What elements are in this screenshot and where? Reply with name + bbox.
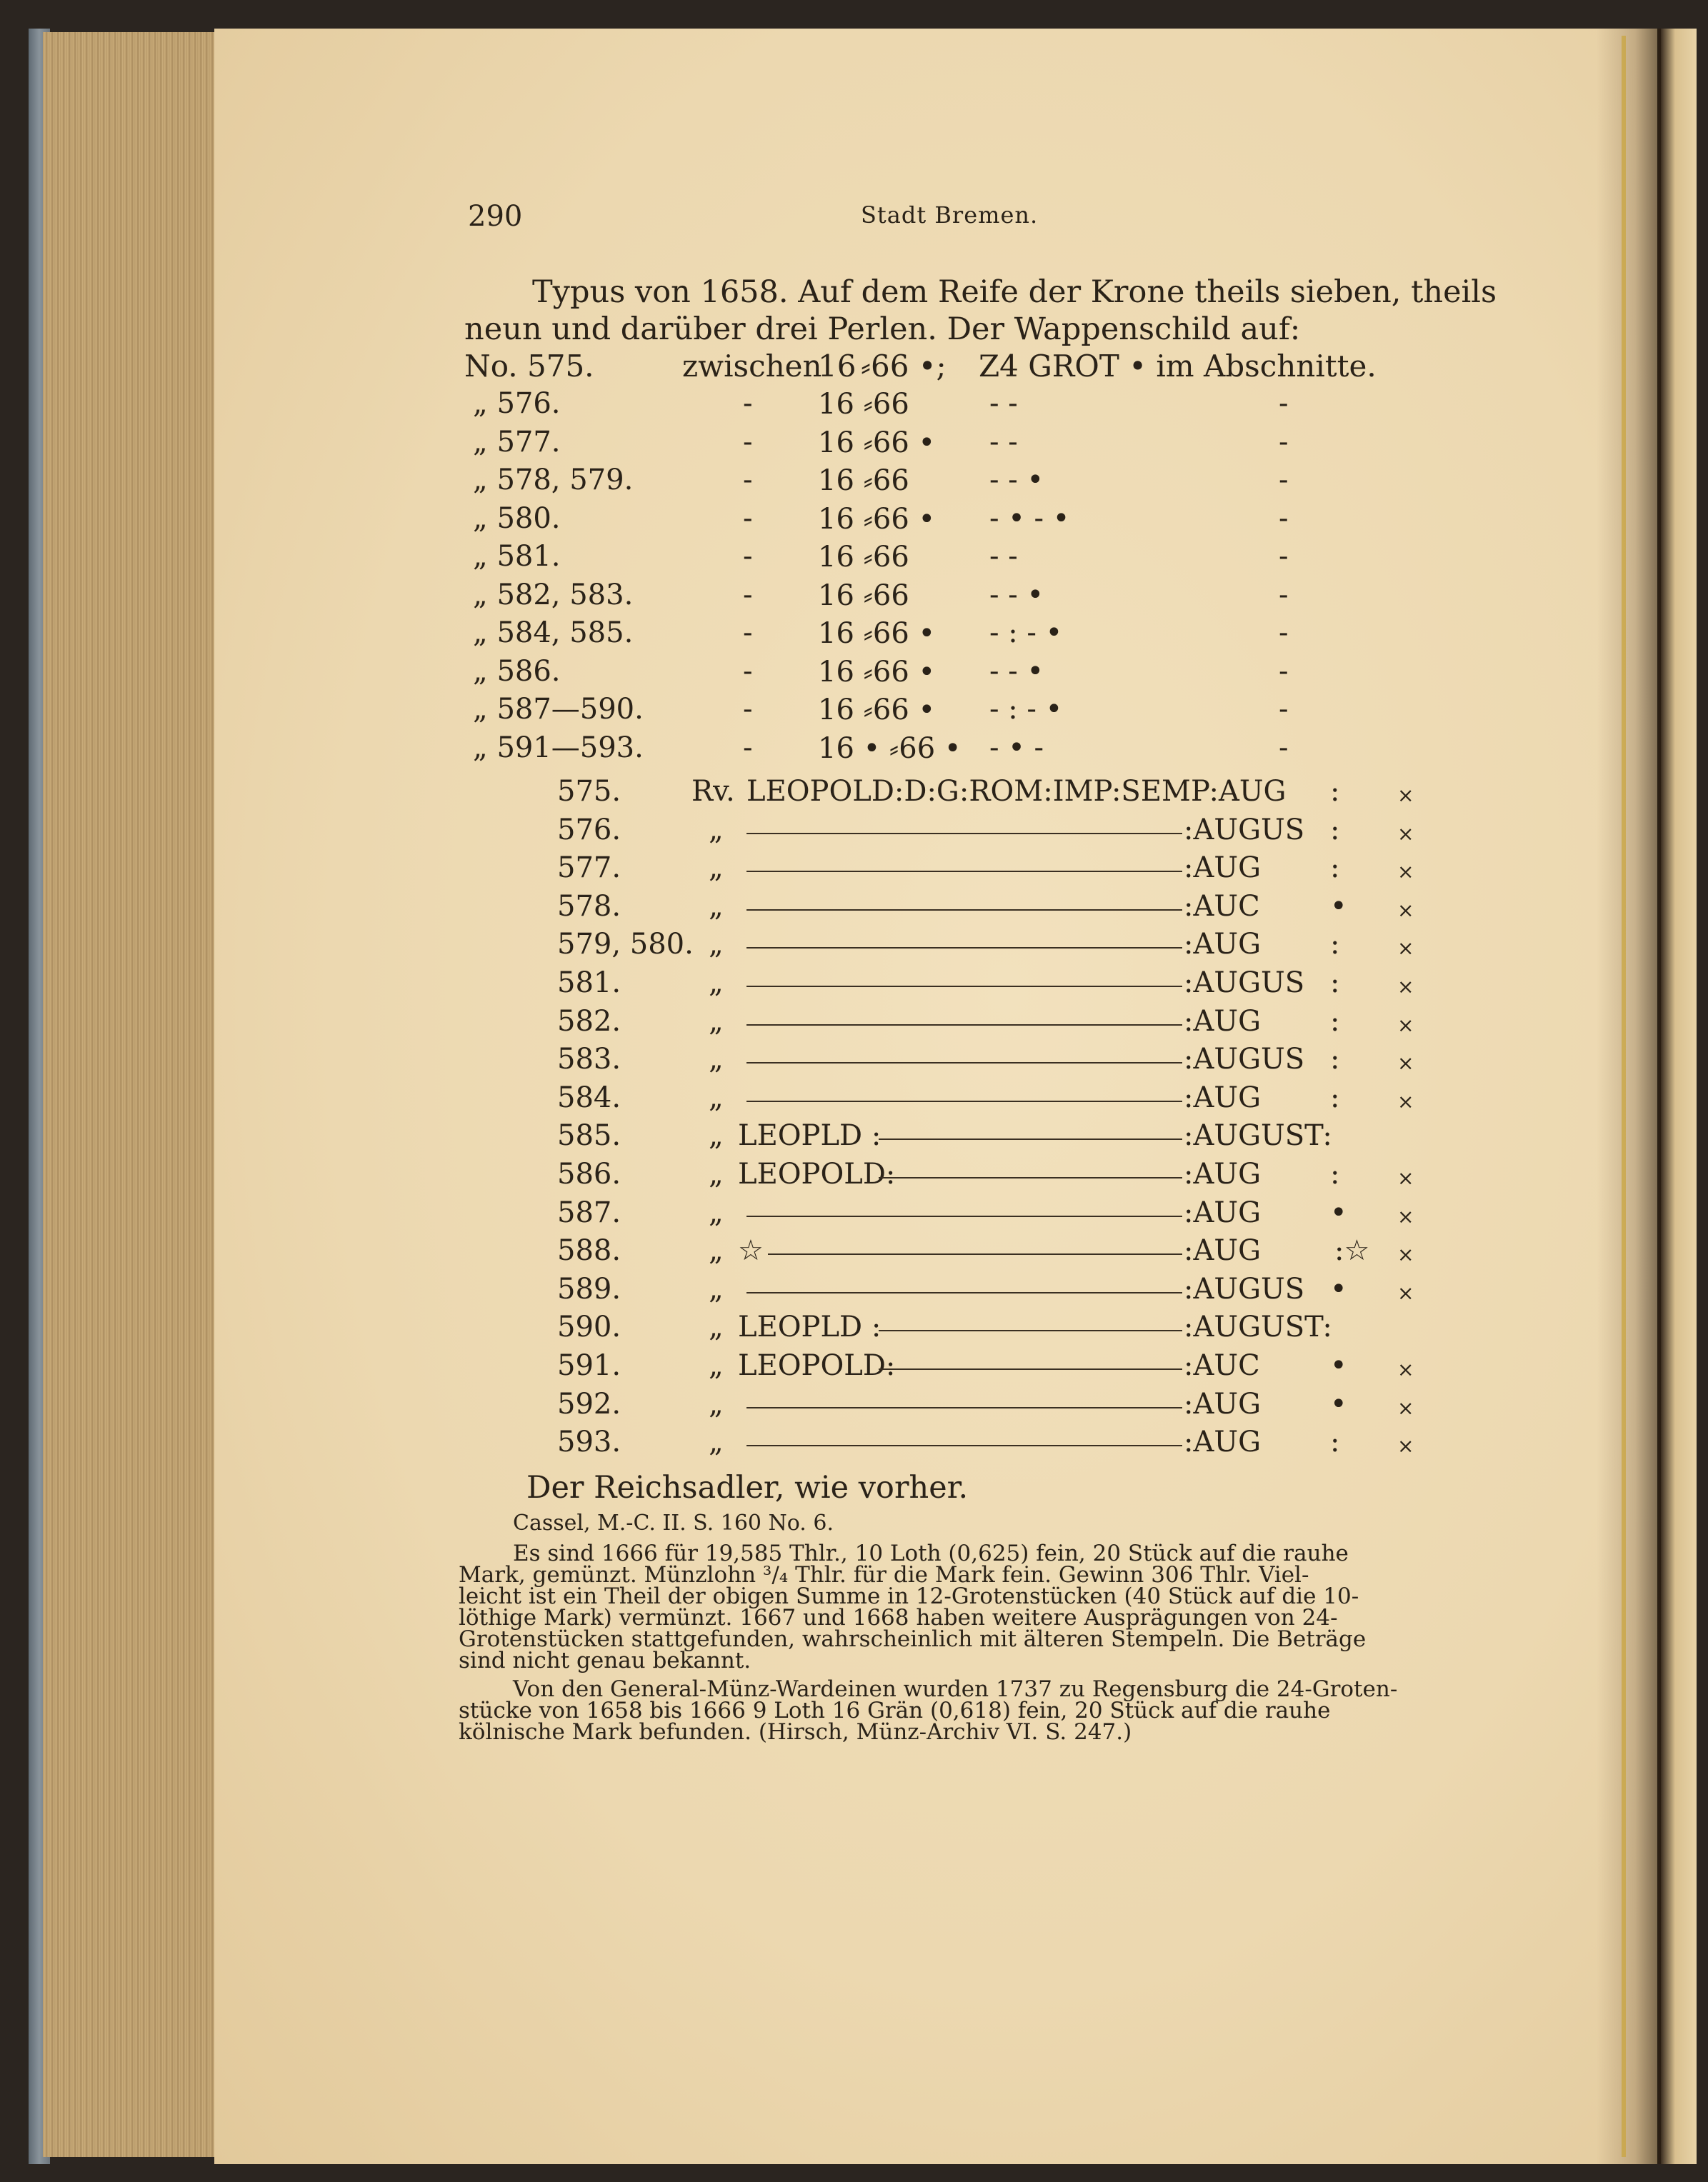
row-end: - [1279,578,1289,611]
ditto-rule [746,1062,1182,1064]
legend-ending: :AUGUS [1184,813,1305,846]
row-value: 16 ⸗66 [818,388,909,421]
ditto-rule [879,1138,1182,1140]
row-dash: - [743,387,753,420]
row-number: „ 580. [473,501,561,535]
legend-text: LEOPLD : [738,1119,882,1153]
rev-row-number: 579, 580. [557,928,694,961]
separator-mark: : [1330,851,1340,885]
rev-row-number: 577. [557,851,621,885]
row-marks: - • - [989,731,1044,764]
cross-mark: × [1397,1396,1414,1420]
legend-text: ☆ [738,1234,764,1268]
row-number: „ 586. [473,654,561,688]
cross-mark: × [1397,1013,1414,1037]
cross-mark: × [1397,1358,1414,1381]
page-number: 290 [468,200,523,233]
row-number: „ 578, 579. [473,464,634,496]
row-number: „ 576. [473,387,561,420]
rev-row-number: 585. [557,1119,621,1153]
ditto-rule [746,1292,1182,1293]
legend-ending: :AUGUS [1184,1272,1305,1306]
row-end: - [1279,425,1289,459]
rev-row-number: 578. [557,889,621,923]
rev-row-number: 586. [557,1158,621,1191]
ditto-rule [746,1101,1182,1102]
rev-row-number: 581. [557,966,621,999]
rev-ditto: „ [709,1196,724,1229]
legend-ending: :AUGUS [1184,1043,1305,1076]
rev-ditto: Rv. [691,775,735,808]
footnote-line: leicht ist ein Theil der obigen Summe in 12-Grotenstücken (40 Stück auf die 10- [459,1583,1359,1609]
separator-mark: • [1330,889,1347,923]
row-value: 16 ⸗66 [818,464,909,497]
legend-ending: :AUG [1184,1196,1262,1229]
row-end: - [1279,540,1289,573]
legend-text: LEOPOLD: [738,1158,896,1191]
ditto-rule [879,1177,1182,1178]
legend-ending: :AUC [1184,889,1260,923]
rev-ditto: „ [709,1119,724,1153]
cross-mark: × [1397,1051,1414,1076]
row-marks: - - • [989,578,1044,611]
rev-ditto: „ [709,1004,724,1038]
legend-ending: :AUG [1184,1387,1262,1421]
rev-ditto: „ [709,1234,724,1268]
rev-ditto: „ [709,966,724,999]
ditto-rule [746,1216,1182,1217]
row-dash: - [743,693,753,726]
row-marks: - - [989,425,1018,459]
footnote-line: Von den General-Münz-Wardeinen wurden 1737 zu Regensburg die 24-Groten- [513,1676,1398,1702]
row-end: - [1279,616,1289,649]
footnote-line: sind nicht genau bekannt. [459,1648,751,1673]
row-value: 16 ⸗66 • [818,655,936,689]
legend-ending: :AUG [1184,1234,1262,1268]
footnote-line: Mark, gemünzt. Münzlohn ³/₄ Thlr. für die Mark fein. Gewinn 306 Thlr. Viel- [459,1562,1309,1588]
separator-mark: : [1330,1043,1340,1076]
row-dash: - [743,501,753,535]
separator-mark: • [1330,1196,1347,1229]
rev-row-number: 588. [557,1234,621,1268]
intro-line: Typus von 1658. Auf dem Reife der Krone theils sieben, theils [532,274,1497,310]
row-value: 16 ⸗66 • [818,502,936,536]
row-number: „ 582, 583. [473,578,634,611]
rev-ditto: „ [709,928,724,961]
row-marks: - - • [989,464,1044,496]
legend-ending: :AUG [1184,1426,1262,1459]
ditto-rule [746,986,1182,987]
book-gutter [1597,29,1661,2164]
row-value: 16 ⸗66 • [818,694,936,726]
table-header-16: 16 [818,349,857,384]
row-number: „ 577. [473,425,561,459]
ditto-rule [746,1407,1182,1408]
cross-mark: × [1397,1434,1414,1458]
legend-text: LEOPLD : [738,1311,882,1344]
separator-mark: • [1330,1272,1347,1306]
ditto-rule [879,1330,1182,1331]
row-end: - [1279,387,1289,420]
row-marks: - : - • [989,616,1063,649]
rev-row-number: 575. [557,775,621,808]
rev-ditto: „ [709,1387,724,1421]
separator-mark: • [1330,1349,1347,1382]
row-number: „ 591—593. [473,731,644,764]
row-dash: - [743,578,753,611]
legend-ending: :AUGUST: [1184,1119,1332,1153]
cross-mark: × [1397,1166,1414,1190]
legend-ending: :AUG [1184,1081,1262,1114]
rev-ditto: „ [709,813,724,846]
rev-ditto: „ [709,889,724,923]
row-value: 16 ⸗66 [818,541,909,574]
legend-ending: :AUG [1184,851,1262,885]
running-title: Stadt Bremen. [861,201,1039,229]
row-dash: - [743,540,753,573]
row-marks: - • - • [989,501,1070,535]
cross-mark: × [1397,860,1414,884]
ditto-rule [879,1368,1182,1370]
table-header-zwischen: zwischen [682,349,822,384]
rev-row-number: 584. [557,1081,621,1114]
cross-mark: × [1397,1204,1414,1228]
separator-mark: • [1330,1387,1347,1421]
separator-mark: : [1330,1004,1340,1038]
separator-mark: : [1330,1426,1340,1459]
separator-mark: : [1330,1081,1340,1114]
footnote-line: löthige Mark) vermünzt. 1667 und 1668 haben weitere Ausprägungen von 24- [459,1605,1338,1631]
ditto-rule [768,1253,1182,1255]
cross-mark: × [1397,784,1414,807]
row-dash: - [743,654,753,688]
row-value: 16 ⸗66 • [818,426,936,459]
rev-ditto: „ [709,1043,724,1076]
rev-ditto: „ [709,1081,724,1114]
separator-mark: :☆ [1334,1234,1370,1268]
legend-ending: :AUC [1184,1349,1260,1382]
rev-ditto: „ [709,1349,724,1382]
cross-mark: × [1397,821,1414,846]
spine-band [1622,36,1626,2157]
footnote-line: Grotenstücken stattgefunden, wahrscheinlich mit älteren Stempeln. Die Beträge [459,1626,1367,1652]
row-end: - [1279,464,1289,496]
row-end: - [1279,731,1289,764]
rev-row-number: 593. [557,1426,621,1459]
cross-mark: × [1397,975,1414,999]
ditto-rule [746,833,1182,834]
legend-text: LEOPOLD: [738,1349,896,1382]
footnote-line: stücke von 1658 bis 1666 9 Loth 16 Grän (0,618) fein, 20 Stück auf die rauhe [459,1698,1331,1723]
row-end: - [1279,501,1289,535]
row-marks: - - [989,540,1018,573]
cross-mark: × [1397,936,1414,961]
legend-ending: :AUGUS [1184,966,1305,999]
row-dash: - [743,464,753,496]
separator-mark: : [1330,928,1340,961]
ditto-rule [746,947,1182,949]
cross-mark: × [1397,1281,1414,1305]
separator-mark: : [1330,1158,1340,1191]
rev-row-number: 587. [557,1196,621,1229]
table-header-grot: Z4 GROT • im Abschnitte. [979,349,1377,384]
row-end: - [1279,693,1289,726]
table-header-66: ⸗66 •; [861,349,947,384]
facing-page-edge [1661,29,1697,2164]
rev-ditto: „ [709,1311,724,1344]
legend-ending: :AUG [1184,1004,1262,1038]
legend-ending: :AUGUST: [1184,1311,1332,1344]
ditto-rule [746,1024,1182,1026]
row-marks: - - • [989,654,1044,688]
separator-mark: : [1330,775,1340,808]
cross-mark: × [1397,1089,1414,1113]
rev-row-number: 590. [557,1311,621,1344]
legend-ending: :AUG [1184,1158,1262,1191]
ditto-rule [746,1445,1182,1446]
row-value: 16 ⸗66 • [818,617,936,650]
footnote-line: Es sind 1666 für 19,585 Thlr., 10 Loth (0,625) fein, 20 Stück auf die rauhe [513,1541,1349,1566]
rev-row-number: 591. [557,1349,621,1382]
rev-row-number: 576. [557,813,621,846]
ditto-rule [746,871,1182,872]
row-value: 16 • ⸗66 • [818,731,962,765]
ditto-rule [746,909,1182,911]
rev-ditto: „ [709,851,724,885]
cross-mark: × [1397,898,1414,922]
intro-line: neun und darüber drei Perlen. Der Wappenschild auf: [464,311,1301,347]
rev-ditto: „ [709,1272,724,1306]
row-end: - [1279,654,1289,688]
rev-row-number: 589. [557,1272,621,1306]
rev-ditto: „ [709,1158,724,1191]
row-number: „ 584, 585. [473,616,634,649]
row-dash: - [743,616,753,649]
rev-ditto: „ [709,1426,724,1459]
row-number: „ 587—590. [473,693,644,726]
row-number: „ 581. [473,540,561,573]
row-marks: - : - • [989,693,1063,726]
obverse-note: Der Reichsadler, wie vorher. [526,1470,969,1506]
table-header-no: No. 575. [464,349,594,384]
page-edges [43,32,221,2157]
rev-row-number: 582. [557,1004,621,1038]
legend-ending: :AUG [1184,928,1262,961]
legend-text: LEOPOLD:D:G:ROM:IMP:SEMP:AUG [746,775,1287,808]
row-marks: - - [989,387,1018,420]
row-dash: - [743,425,753,459]
row-dash: - [743,731,753,764]
row-value: 16 ⸗66 [818,579,909,612]
rev-row-number: 592. [557,1387,621,1421]
reference-line: Cassel, M.-C. II. S. 160 No. 6. [513,1511,834,1536]
footnote-line: kölnische Mark befunden. (Hirsch, Münz-Archiv VI. S. 247.) [459,1719,1132,1745]
cross-mark: × [1397,1243,1414,1267]
rev-row-number: 583. [557,1043,621,1076]
separator-mark: : [1330,966,1340,999]
separator-mark: : [1330,813,1340,846]
